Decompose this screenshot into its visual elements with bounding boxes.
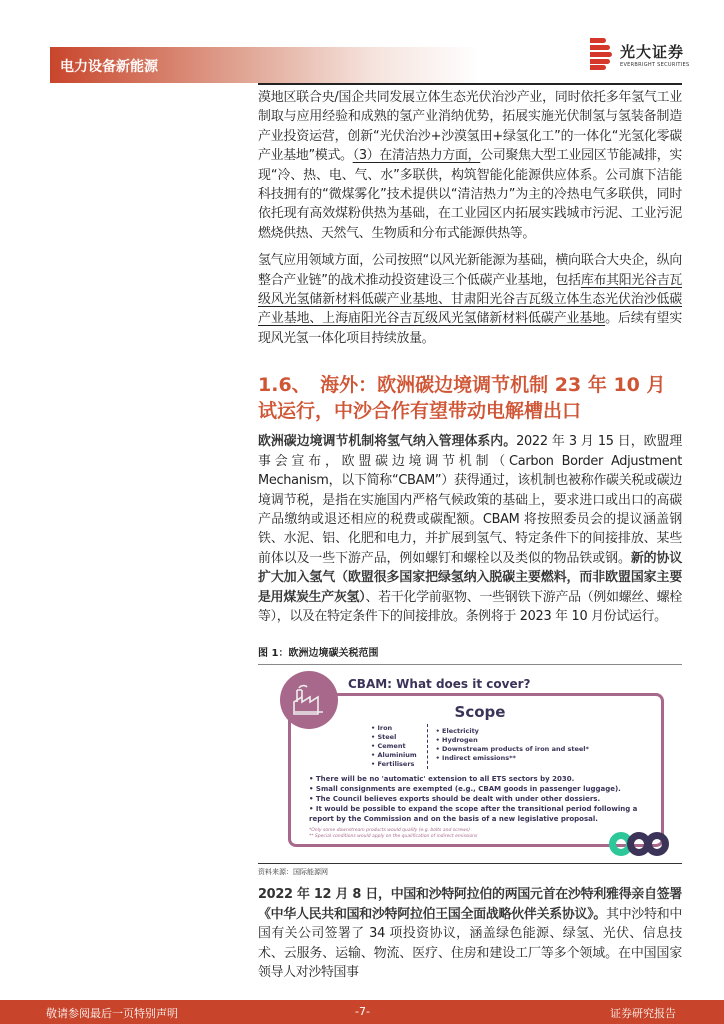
scope-title: Scope	[454, 703, 506, 722]
text: 公司聚焦大型工业园区节能减排，实现“冷、热、电、气、水”多联供，构筑智能化能源供应体系。公司旗下洁能科技拥有的“微煤雾化”技术提供以“清洁热力”为主的冷热电气多联供，同时依托现有高效煤粉供热为基础，在工业园区内拓展实践城市污泥、工业污泥燃烧供热、天然气、生物质和分布式能源供热等。	[258, 148, 682, 241]
text: 漠地区联合央/国企共同发展立体生态光伏治沙产业，同时依托多年氢气工业制取与应用经验和成熟的氢产业消纳优势，拓展实施光伏制氢与氢装备制造产业投资运营，创新“光伏治沙+沙漠氢田+绿氢化工”的一体化“光氢化零碳产业基地”模式。	[258, 90, 682, 164]
list-item: • Iron	[371, 724, 393, 733]
scope-right-list	[436, 724, 589, 769]
page-number: -7-	[355, 1005, 370, 1018]
figure-cbam	[280, 671, 664, 847]
section-title: 电力设备新能源	[60, 59, 158, 75]
text: 2022 年 3 月 15 日，欧盟理事会宣布，欧盟碳边境调节机制（Carbon Border Adjustment Mechanism，以下简称“CBAM”）获得通过，该机制也被称作碳关税或碳边境调节税，是指在实施国内严格气候政策的基础上，要求进口或出口的高碳产品缴纳或退还相应的税费或碳配额。CBAM 将按照委员会的提议涵盖钢铁、水泥、铝、化肥和电力，并扩展到氢气、特定条件下的间接排放、某些前体以及一些下游产品，例如螺钉和螺栓以及类似的物品铁或钢。	[258, 434, 683, 566]
paragraph-4	[258, 885, 682, 982]
header-band	[50, 47, 480, 83]
section-heading: 1.6、 海外：欧洲碳边境调节机制 23 年 10 月试运行，中沙合作有望带动电解槽出口	[258, 374, 666, 423]
figure-caption: 图 1：欧洲边境碳关税范围	[258, 644, 682, 665]
figure-bullets	[309, 774, 651, 824]
text: 、若干化学前驱物、一些钢铁下游产品（例如螺丝、螺栓等），以及在特定条件下的间接排放。条例将于 2023 年 10 月份试运行。	[258, 589, 682, 624]
bold-text: 欧洲碳边境调节机制将氢气纳入管理体系内。	[258, 434, 517, 450]
scope-left-list	[371, 724, 428, 769]
figure-source: 资料来源：国际能源网	[258, 863, 682, 877]
list-item: • Indirect emissions**	[435, 754, 516, 763]
list-item: • Hydrogen	[435, 736, 478, 745]
bold-text: 2022 年 12 月 8 日，中国和沙特阿拉伯的两国元首在沙特利雅得亲自签署《中华人民共和国和沙特阿拉伯王国全面战略伙伴关系协议》。	[258, 887, 682, 922]
paragraph-2	[258, 251, 682, 348]
footer	[0, 1000, 724, 1024]
logo	[590, 38, 689, 70]
content-column	[258, 88, 682, 982]
footer-disclaimer: 敬请参阅最后一页特别声明	[46, 1007, 178, 1020]
figure-notes	[309, 828, 559, 840]
note: *Only some downstream products would qualify (e.g. bolts and screws)	[309, 828, 470, 834]
bold-text: 新的协议扩大加入氢气（欧盟很多国家把绿氢纳入脱碳主要燃料，而非欧盟国家主要是用煤炭生产灰氢）	[258, 550, 682, 605]
figure-title: CBAM: What does it cover?	[348, 677, 531, 692]
text: 氢气应用领域方面，公司按照“以风光新能源为基础，横向联合大央企，纵向整合产业链”的战术推动投资建设三个低碳产业基地，包括	[258, 253, 682, 288]
opp-logo	[609, 832, 669, 856]
paragraph-3	[258, 432, 682, 626]
note: ** Special conditions would apply on the qualification of indirect emissions	[309, 834, 478, 840]
bullet: • The Council believes exports should be dealt with under other dossiers.	[309, 795, 601, 804]
list-item: • Fertilisers	[371, 760, 415, 769]
list-item: • Downstream products of iron and steel*	[435, 745, 589, 754]
list-item: • Electricity	[435, 727, 479, 736]
text: 。后续有望实现风光氢一体化项目持续放量。	[258, 311, 682, 346]
footer-report-type: 证券研究报告	[610, 1007, 676, 1020]
logo-cn: 光大证券	[620, 42, 685, 61]
factory-icon	[280, 671, 338, 729]
bullet: • It would be possible to expand the scope after the transitional period following a report by the Commission and on the basis of a new legislative proposal.	[309, 805, 638, 824]
logo-icon	[590, 38, 612, 70]
list-item: • Cement	[371, 742, 406, 751]
scope-lists	[309, 724, 651, 769]
list-item: • Steel	[371, 733, 397, 742]
bullet: • There will be no 'automatic' extension to all ETS sectors by 2030.	[309, 775, 575, 784]
list-item: • Aluminium	[371, 751, 417, 760]
header-rule	[258, 83, 682, 85]
paragraph-1	[258, 88, 682, 243]
bullet: • Small consignments are exempted (e.g., CBAM goods in passenger luggage).	[309, 785, 621, 794]
underlined-text: 库布其阳光谷吉瓦级风光氢储新材料低碳产业基地、甘肃阳光谷吉瓦级立体生态光伏治沙低碳产业基地、上海庙阳光谷吉瓦级风光氢储新材料低碳产业基地	[258, 272, 682, 327]
text: 其中沙特和中国有关公司签署了 34 项投资协议，涵盖绿色能源、绿氢、光伏、信息技术、云服务、运输、物流、医疗、住房和建设工厂等多个领域。在中国国家领导人对沙特国事	[258, 906, 682, 980]
logo-en: EVERBRIGHT SECURITIES	[620, 61, 690, 68]
underlined-text: （3）在清洁热力方面，	[352, 148, 481, 164]
figure-frame	[288, 693, 664, 847]
